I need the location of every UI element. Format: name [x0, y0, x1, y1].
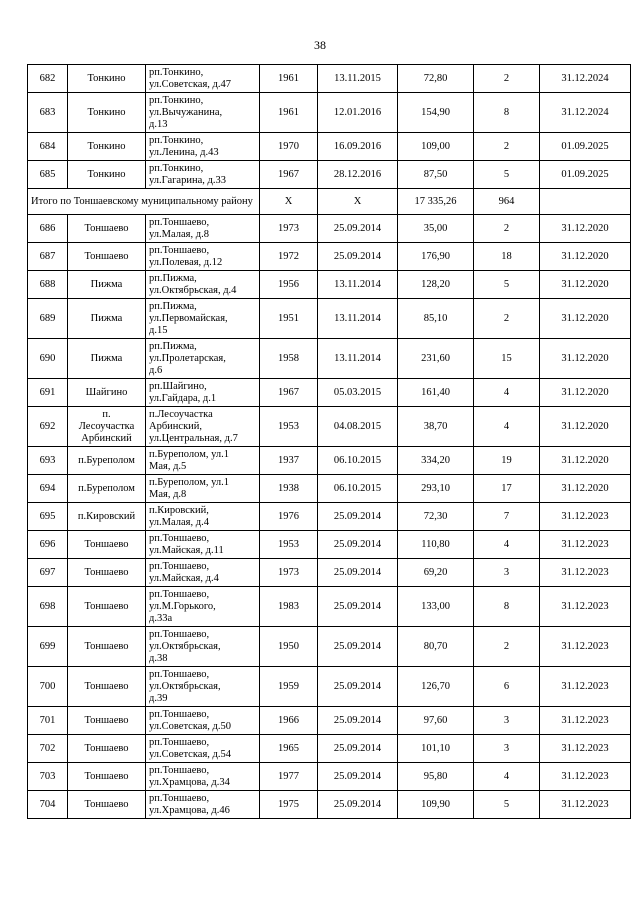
address-line: ул.Ленина, д.43 [149, 146, 219, 158]
address-line: рп.Пижма, [149, 272, 197, 284]
settlement: п.Буреполом [68, 447, 146, 475]
address [146, 587, 260, 627]
residents: 7 [474, 503, 540, 531]
deadline: 01.09.2025 [540, 133, 631, 161]
row-number: 700 [28, 667, 68, 707]
address-line: п.Буреполом, ул.1 [149, 476, 229, 488]
area: 80,70 [398, 627, 474, 667]
area: 154,90 [398, 93, 474, 133]
address [146, 243, 260, 271]
deadline: 31.12.2020 [540, 407, 631, 447]
address [146, 65, 260, 93]
settlement: Тоншаево [68, 763, 146, 791]
inclusion-date: 25.09.2014 [318, 735, 398, 763]
residents: 2 [474, 215, 540, 243]
settlement: п.Буреполом [68, 475, 146, 503]
row-number: 702 [28, 735, 68, 763]
settlement: Пижма [68, 299, 146, 339]
address [146, 559, 260, 587]
deadline: 31.12.2020 [540, 475, 631, 503]
summary-row [28, 189, 631, 215]
address-line: рп.Тонкино, [149, 134, 204, 146]
row-number: 687 [28, 243, 68, 271]
area: 109,00 [398, 133, 474, 161]
settlement: Тоншаево [68, 559, 146, 587]
area: 109,90 [398, 791, 474, 819]
summary-date: Х [318, 189, 398, 215]
build-year: 1983 [260, 587, 318, 627]
table-row [28, 161, 631, 189]
row-number: 688 [28, 271, 68, 299]
area: 128,20 [398, 271, 474, 299]
row-number: 693 [28, 447, 68, 475]
build-year: 1973 [260, 559, 318, 587]
address-line: ул.Храмцова, д.46 [149, 804, 230, 816]
inclusion-date: 13.11.2014 [318, 271, 398, 299]
build-year: 1953 [260, 531, 318, 559]
row-number: 701 [28, 707, 68, 735]
inclusion-date: 12.01.2016 [318, 93, 398, 133]
inclusion-date: 06.10.2015 [318, 447, 398, 475]
build-year: 1951 [260, 299, 318, 339]
residents: 17 [474, 475, 540, 503]
settlement: Тонкино [68, 133, 146, 161]
settlement: Тонкино [68, 93, 146, 133]
address [146, 161, 260, 189]
table-row [28, 133, 631, 161]
inclusion-date: 25.09.2014 [318, 627, 398, 667]
residents: 6 [474, 667, 540, 707]
settlement: Тоншаево [68, 791, 146, 819]
address-line: рп.Тоншаево, [149, 532, 210, 544]
row-number: 682 [28, 65, 68, 93]
address [146, 707, 260, 735]
inclusion-date: 05.03.2015 [318, 379, 398, 407]
table-row [28, 65, 631, 93]
residents: 4 [474, 763, 540, 791]
address-line: ул.Малая, д.4 [149, 516, 209, 528]
inclusion-date: 04.08.2015 [318, 407, 398, 447]
residents: 4 [474, 379, 540, 407]
address-line: рп.Тоншаево, [149, 708, 210, 720]
address-line: ул.Полевая, д.12 [149, 256, 223, 268]
build-year: 1967 [260, 379, 318, 407]
build-year: 1965 [260, 735, 318, 763]
build-year: 1958 [260, 339, 318, 379]
table-row [28, 559, 631, 587]
row-number: 697 [28, 559, 68, 587]
row-number: 698 [28, 587, 68, 627]
build-year: 1937 [260, 447, 318, 475]
address-line: рп.Тонкино, [149, 94, 204, 106]
row-number: 696 [28, 531, 68, 559]
residents: 2 [474, 133, 540, 161]
area: 126,70 [398, 667, 474, 707]
table-row [28, 93, 631, 133]
residents: 2 [474, 299, 540, 339]
residents: 19 [474, 447, 540, 475]
deadline: 31.12.2023 [540, 559, 631, 587]
build-year: 1956 [260, 271, 318, 299]
address-line: д.15 [149, 324, 168, 336]
settlement: Тоншаево [68, 531, 146, 559]
settlement: Тоншаево [68, 627, 146, 667]
settlement: Тонкино [68, 65, 146, 93]
summary-deadline [540, 189, 631, 215]
area: 334,20 [398, 447, 474, 475]
build-year: 1966 [260, 707, 318, 735]
residents: 2 [474, 65, 540, 93]
table-row [28, 503, 631, 531]
build-year: 1938 [260, 475, 318, 503]
area: 110,80 [398, 531, 474, 559]
address-line: Мая, д.8 [149, 488, 187, 500]
deadline: 31.12.2024 [540, 65, 631, 93]
address-line: д.39 [149, 692, 168, 704]
address [146, 339, 260, 379]
build-year: 1972 [260, 243, 318, 271]
address-line: рп.Тоншаево, [149, 216, 210, 228]
table-row [28, 763, 631, 791]
address-line: д.13 [149, 118, 168, 130]
inclusion-date: 25.09.2014 [318, 531, 398, 559]
address-line: рп.Тоншаево, [149, 668, 210, 680]
area: 85,10 [398, 299, 474, 339]
address-line: рп.Шайгино, [149, 380, 207, 392]
address-line: рп.Тоншаево, [149, 792, 210, 804]
address-line: ул.Центральная, д.7 [149, 432, 238, 444]
address [146, 475, 260, 503]
deadline: 31.12.2020 [540, 215, 631, 243]
inclusion-date: 25.09.2014 [318, 587, 398, 627]
deadline: 31.12.2023 [540, 503, 631, 531]
settlement: Тоншаево [68, 667, 146, 707]
address [146, 299, 260, 339]
inclusion-date: 06.10.2015 [318, 475, 398, 503]
deadline: 31.12.2023 [540, 531, 631, 559]
address [146, 407, 260, 447]
settlement: Пижма [68, 339, 146, 379]
build-year: 1975 [260, 791, 318, 819]
address-line: ул.Октябрьская, [149, 640, 221, 652]
deadline: 31.12.2020 [540, 299, 631, 339]
address-line: рп.Тоншаево, [149, 244, 210, 256]
address-line: ул.Советская, д.50 [149, 720, 231, 732]
settlement [68, 407, 146, 447]
summary-label: Итого по Тоншаевскому муниципальному району [28, 189, 260, 215]
deadline: 31.12.2020 [540, 447, 631, 475]
table-row [28, 215, 631, 243]
address [146, 271, 260, 299]
table-row [28, 339, 631, 379]
residents: 5 [474, 791, 540, 819]
address-line: рп.Тоншаево, [149, 560, 210, 572]
address-line: ул.Малая, д.8 [149, 228, 209, 240]
deadline: 31.12.2020 [540, 243, 631, 271]
area: 97,60 [398, 707, 474, 735]
table-row [28, 271, 631, 299]
row-number: 683 [28, 93, 68, 133]
row-number: 689 [28, 299, 68, 339]
table-row [28, 299, 631, 339]
inclusion-date: 25.09.2014 [318, 503, 398, 531]
row-number: 694 [28, 475, 68, 503]
table-row [28, 627, 631, 667]
row-number: 691 [28, 379, 68, 407]
area: 161,40 [398, 379, 474, 407]
row-number: 685 [28, 161, 68, 189]
address [146, 763, 260, 791]
area: 293,10 [398, 475, 474, 503]
build-year: 1953 [260, 407, 318, 447]
inclusion-date: 25.09.2014 [318, 667, 398, 707]
settlement: Тоншаево [68, 243, 146, 271]
inclusion-date: 28.12.2016 [318, 161, 398, 189]
table-row [28, 587, 631, 627]
table-row [28, 447, 631, 475]
inclusion-date: 25.09.2014 [318, 243, 398, 271]
address [146, 667, 260, 707]
address-line: ул.М.Горького, [149, 600, 216, 612]
row-number: 686 [28, 215, 68, 243]
table-row [28, 475, 631, 503]
deadline: 31.12.2023 [540, 763, 631, 791]
inclusion-date: 13.11.2015 [318, 65, 398, 93]
page-number: 38 [314, 38, 326, 52]
area: 95,80 [398, 763, 474, 791]
settlement: п.Кировский [68, 503, 146, 531]
settlement-line: Арбинский [81, 432, 132, 444]
area: 101,10 [398, 735, 474, 763]
deadline: 31.12.2024 [540, 93, 631, 133]
settlement: Шайгино [68, 379, 146, 407]
address-line: ул.Майская, д.4 [149, 572, 219, 584]
row-number: 704 [28, 791, 68, 819]
table-row [28, 735, 631, 763]
row-number: 703 [28, 763, 68, 791]
address-line: п.Лесоучастка [149, 408, 213, 420]
address [146, 627, 260, 667]
build-year: 1973 [260, 215, 318, 243]
deadline: 31.12.2023 [540, 707, 631, 735]
build-year: 1977 [260, 763, 318, 791]
address-line: ул.Храмцова, д.34 [149, 776, 230, 788]
address [146, 735, 260, 763]
deadline: 31.12.2020 [540, 271, 631, 299]
inclusion-date: 25.09.2014 [318, 707, 398, 735]
residents: 2 [474, 627, 540, 667]
row-number: 690 [28, 339, 68, 379]
deadline: 31.12.2023 [540, 667, 631, 707]
residents: 3 [474, 735, 540, 763]
address-line: п.Буреполом, ул.1 [149, 448, 229, 460]
inclusion-date: 13.11.2014 [318, 339, 398, 379]
settlement-line: Лесоучастка [78, 420, 135, 432]
address-line: д.38 [149, 652, 168, 664]
residents: 3 [474, 707, 540, 735]
area: 38,70 [398, 407, 474, 447]
table-row [28, 379, 631, 407]
address [146, 791, 260, 819]
deadline: 31.12.2023 [540, 587, 631, 627]
address-line: рп.Тоншаево, [149, 588, 210, 600]
address-line: ул.Пролетарская, [149, 352, 226, 364]
area: 72,30 [398, 503, 474, 531]
area: 231,60 [398, 339, 474, 379]
inclusion-date: 25.09.2014 [318, 559, 398, 587]
table-row [28, 791, 631, 819]
table-row [28, 707, 631, 735]
address-line: ул.Советская, д.54 [149, 748, 231, 760]
address [146, 503, 260, 531]
build-year: 1959 [260, 667, 318, 707]
address [146, 215, 260, 243]
summary-qty: 964 [474, 189, 540, 215]
residents: 4 [474, 531, 540, 559]
settlement-line: п. [102, 408, 111, 420]
address-line: рп.Тонкино, [149, 162, 204, 174]
build-year: 1970 [260, 133, 318, 161]
area: 133,00 [398, 587, 474, 627]
address-line: рп.Пижма, [149, 300, 197, 312]
row-number: 699 [28, 627, 68, 667]
address-line: рп.Пижма, [149, 340, 197, 352]
residents: 8 [474, 93, 540, 133]
residents: 5 [474, 271, 540, 299]
area: 35,00 [398, 215, 474, 243]
build-year: 1961 [260, 65, 318, 93]
row-number: 695 [28, 503, 68, 531]
inclusion-date: 25.09.2014 [318, 763, 398, 791]
deadline: 31.12.2020 [540, 379, 631, 407]
area: 72,80 [398, 65, 474, 93]
inclusion-date: 25.09.2014 [318, 791, 398, 819]
settlement: Тоншаево [68, 735, 146, 763]
settlement: Тоншаево [68, 707, 146, 735]
summary-area: 17 335,26 [398, 189, 474, 215]
inclusion-date: 16.09.2016 [318, 133, 398, 161]
address [146, 379, 260, 407]
settlement: Тоншаево [68, 587, 146, 627]
address [146, 93, 260, 133]
address-line: д.6 [149, 364, 163, 376]
deadline: 01.09.2025 [540, 161, 631, 189]
area: 176,90 [398, 243, 474, 271]
deadline: 31.12.2020 [540, 339, 631, 379]
address-line: ул.Первомайская, [149, 312, 228, 324]
address-line: п.Кировский, [149, 504, 209, 516]
settlement: Пижма [68, 271, 146, 299]
address-line: рп.Тоншаево, [149, 764, 210, 776]
registry-body [28, 65, 631, 819]
address-line: рп.Тонкино, [149, 66, 204, 78]
summary-year: Х [260, 189, 318, 215]
area: 69,20 [398, 559, 474, 587]
table-row [28, 531, 631, 559]
table-row [28, 243, 631, 271]
table-row [28, 407, 631, 447]
address [146, 447, 260, 475]
residents: 3 [474, 559, 540, 587]
address-line: ул.Вычужанина, [149, 106, 223, 118]
build-year: 1967 [260, 161, 318, 189]
inclusion-date: 13.11.2014 [318, 299, 398, 339]
inclusion-date: 25.09.2014 [318, 215, 398, 243]
residents: 8 [474, 587, 540, 627]
settlement: Тоншаево [68, 215, 146, 243]
row-number: 684 [28, 133, 68, 161]
address [146, 531, 260, 559]
row-number: 692 [28, 407, 68, 447]
deadline: 31.12.2023 [540, 791, 631, 819]
build-year: 1976 [260, 503, 318, 531]
address-line: ул.Октябрьская, д.4 [149, 284, 237, 296]
residents: 18 [474, 243, 540, 271]
build-year: 1961 [260, 93, 318, 133]
address [146, 133, 260, 161]
deadline: 31.12.2023 [540, 627, 631, 667]
address-line: ул.Гайдара, д.1 [149, 392, 217, 404]
residents: 5 [474, 161, 540, 189]
address-line: ул.Советская, д.47 [149, 78, 231, 90]
address-line: рп.Тоншаево, [149, 736, 210, 748]
housing-registry-table [27, 64, 631, 819]
deadline: 31.12.2023 [540, 735, 631, 763]
residents: 4 [474, 407, 540, 447]
address-line: ул.Майская, д.11 [149, 544, 224, 556]
address-line: рп.Тоншаево, [149, 628, 210, 640]
address-line: д.33а [149, 612, 173, 624]
address-line: ул.Октябрьская, [149, 680, 221, 692]
area: 87,50 [398, 161, 474, 189]
build-year: 1950 [260, 627, 318, 667]
address-line: Арбинский, [149, 420, 203, 432]
table-row [28, 667, 631, 707]
address-line: Мая, д.5 [149, 460, 187, 472]
residents: 15 [474, 339, 540, 379]
address-line: ул.Гагарина, д.33 [149, 174, 226, 186]
settlement: Тонкино [68, 161, 146, 189]
